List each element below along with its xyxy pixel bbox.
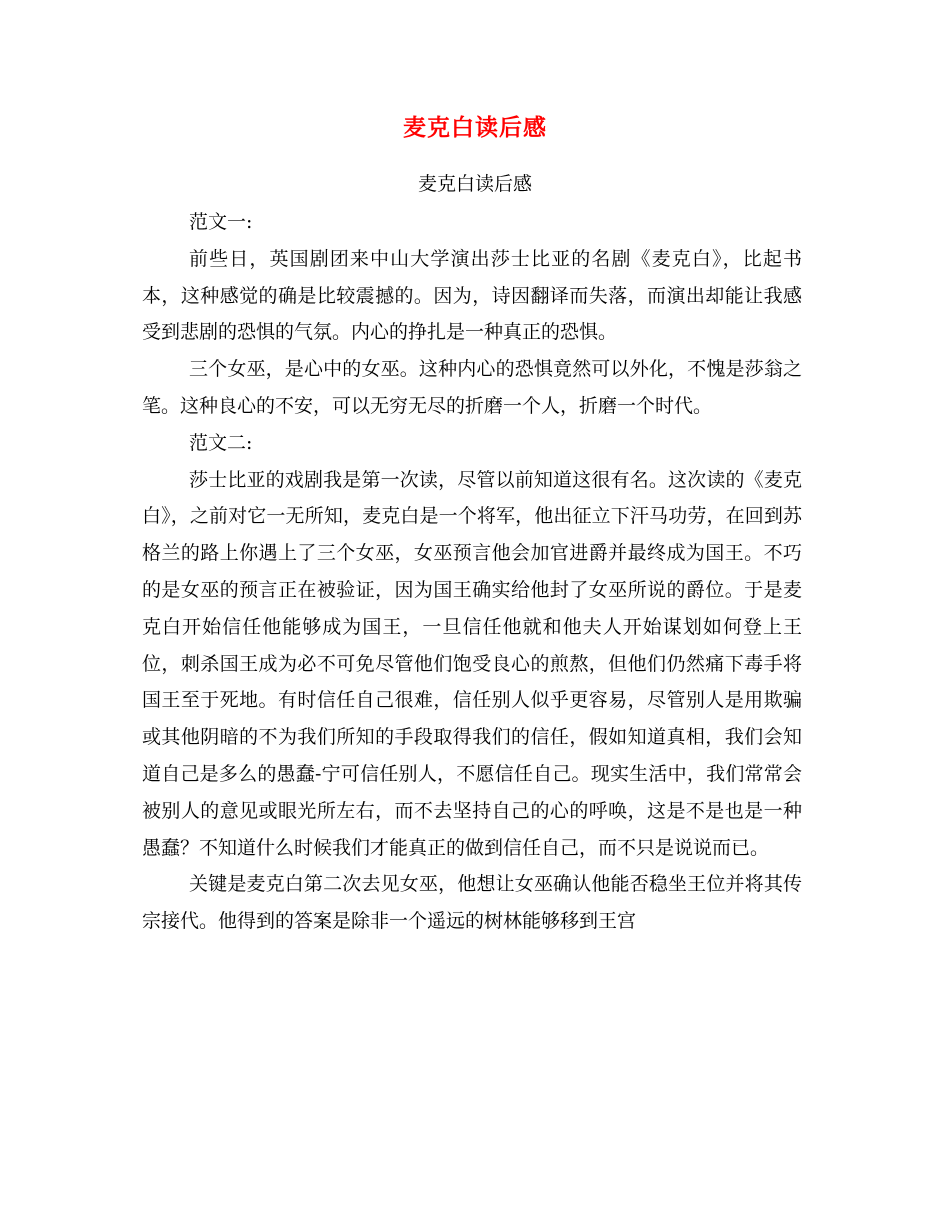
document-body	[142, 204, 802, 940]
document-title: 麦克白读后感	[403, 115, 547, 141]
paragraph: 三个女巫，是心中的女巫。这种内心的恐惧竟然可以外化，不愧是莎翁之笔。这种良心的不安，可以无穷无尽的折磨一个人，折磨一个时代。	[142, 358, 802, 417]
paragraph-heading-sample-2: 范文二:	[189, 431, 253, 454]
paragraph-heading-sample-1: 范文一:	[189, 211, 253, 233]
paragraph: 前些日，英国剧团来中山大学演出莎士比亚的名剧《麦克白》，比起书本，这种感觉的确是比较震撼的。因为，诗因翻译而失落，而演出却能让我感受到悲剧的恐惧的气氛。内心的挣扎是一种真正的恐惧。	[142, 247, 802, 344]
document-subtitle: 麦克白读后感	[417, 173, 532, 195]
paragraph: 关键是麦克白第二次去见女巫，他想让女巫确认他能否稳坐王位并将其传宗接代。他得到的答案是除非一个遥远的树林能够移到王宫	[142, 873, 802, 933]
paragraph: 莎士比亚的戏剧我是第一次读，尽管以前知道这很有名。这次读的《麦克白》，之前对它一无所知，麦克白是一个将军，他出征立下汗马功劳，在回到苏格兰的路上你遇上了三个女巫，女巫预言他会加官进爵并最终成为国王。不巧的是女巫的预言正在被验证，因为国王确实给他封了女巫所说的爵位。于是麦克白开始信任他能够成为国王，一旦信任他就和他夫人开始谋划如何登上王位，刺杀国王成为必不可免尽管他们饱受良心的煎熬，但他们仍然痛下毒手将国王至于死地。有时信任自己很难，信任别人似乎更容易，尽管别人是用欺骗或其他阴暗的不为我们所知的手段取得我们的信任，假如知道真相，我们会知道自己是多么的愚蠢-宁可信任别人，不愿信任自己。现实生活中，我们常常会被别人的意见或眼光所左右，而不去坚持自己的心的呼唤，这是不是也是一种愚蠢？不知道什么时候我们才能真正的做到信任自己，而不只是说说而已。	[142, 468, 802, 859]
